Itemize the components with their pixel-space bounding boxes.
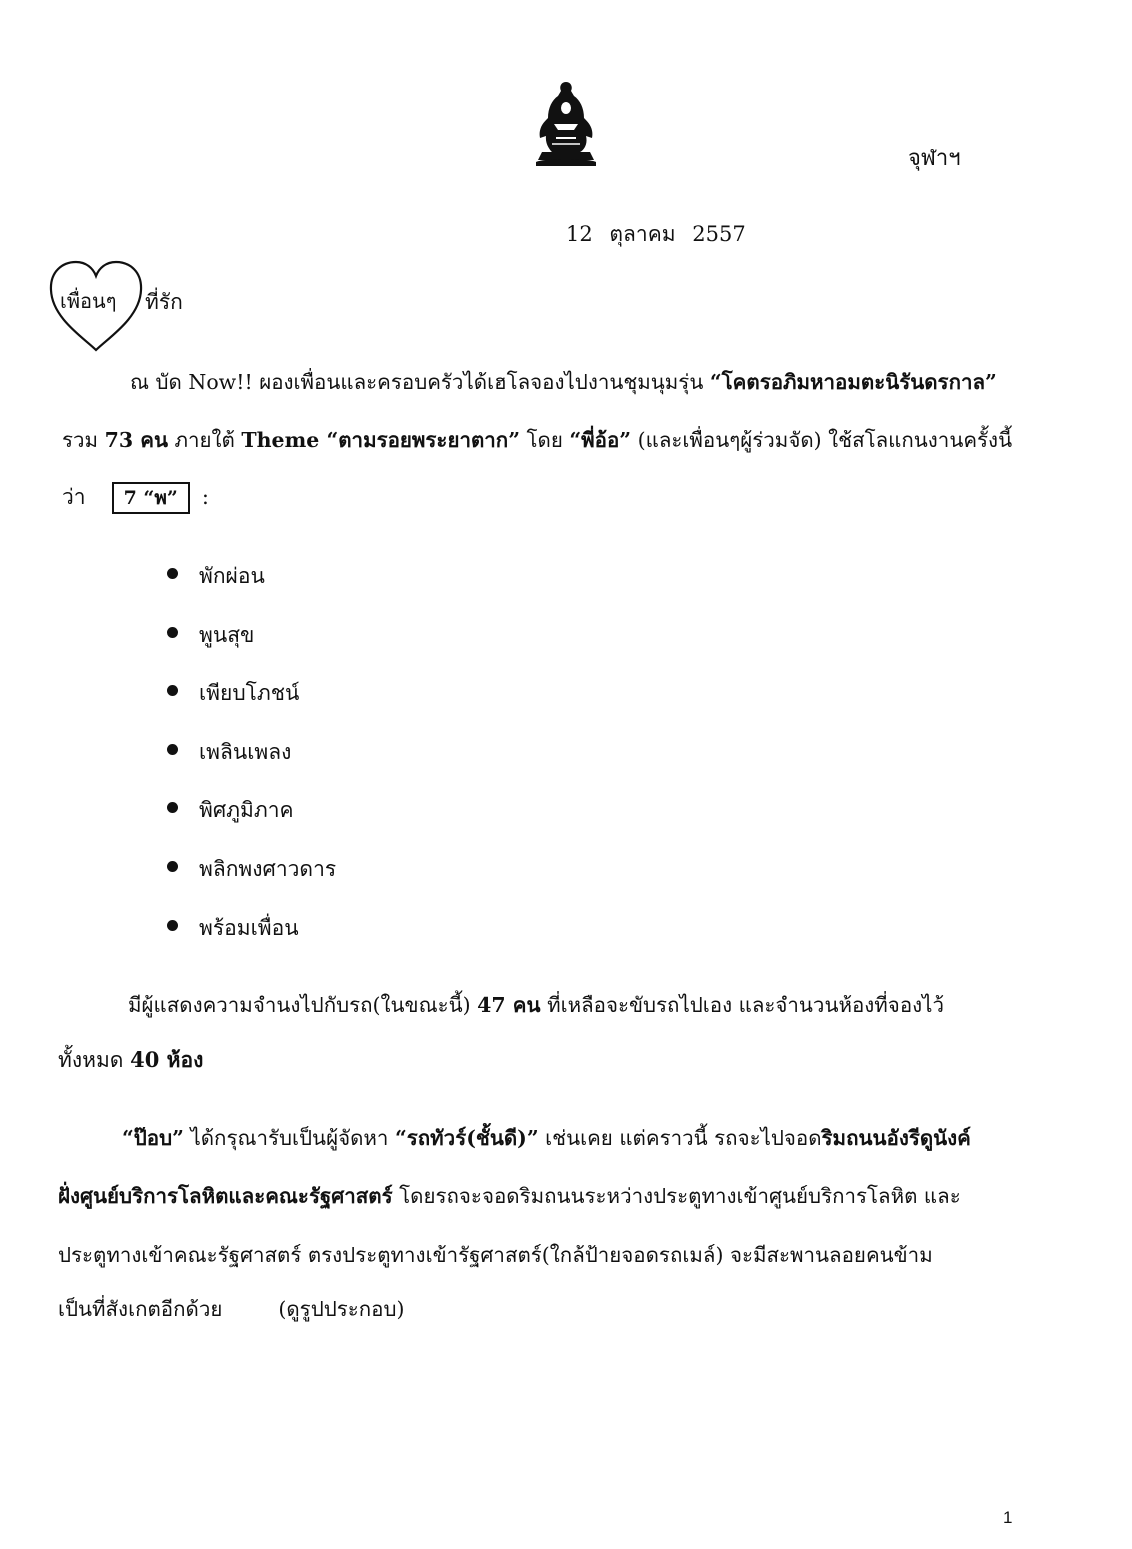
paragraph-3-line-4 [58, 1297, 404, 1322]
list-item-label: เพียบโภชน์ [199, 681, 300, 706]
see-figure-note: (ดูรูปประกอบ) [278, 1297, 405, 1321]
bus-count: 47 คน [477, 993, 541, 1017]
p3-l2-b: โดยรถจะจอดริมถนนระหว่างประตูทางเข้าศูนย์บริการโลหิต และ [392, 1184, 961, 1208]
list-item-label: พลิกพงศาวดาร [199, 856, 337, 881]
p1-l3-pre: ว่า [62, 485, 86, 510]
paragraph-1-line-2 [62, 428, 1012, 453]
salutation-heart-word: เพื่อนๆ [60, 289, 117, 313]
p1-l2-a: รวม [62, 428, 105, 452]
list-item [164, 794, 336, 853]
slogan-box: 7 “พ” [112, 482, 190, 514]
paragraph-2-line-1 [128, 993, 944, 1018]
bullet-icon [167, 802, 178, 813]
p3-l1-b: ได้กรุณารับเป็นผู้จัดหา [183, 1126, 395, 1150]
p1-l3-post: : [201, 485, 209, 510]
paragraph-3-line-3: ประตูทางเข้าคณะรัฐศาสตร์ ตรงประตูทางเข้ารัฐศาสตร์(ใกล้ป้ายจอดรถเมล์) จะมีสะพานลอยคนข้าม [58, 1243, 933, 1267]
page-number: 1 [1003, 1508, 1013, 1527]
list-item [164, 677, 336, 736]
paragraph-1-line-3 [62, 482, 209, 514]
list-item-label: พูนสุข [199, 622, 255, 647]
p2-a: มีผู้แสดงความจำนงไปกับรถ(ในขณะนี้) [128, 993, 478, 1017]
university-crest-icon [528, 78, 604, 170]
bullet-icon [167, 685, 178, 696]
meeting-point: ฝั่งศูนย์บริการโลหิตและคณะรัฐศาสตร์ [58, 1184, 393, 1208]
salutation-dear: ที่รัก [145, 290, 183, 314]
bullet-icon [167, 568, 178, 579]
bus-type: “รถทัวร์(ชั้นดี)” [394, 1126, 539, 1150]
slogan-list [164, 560, 336, 970]
p3-l4-a: เป็นที่สังเกตอีกด้วย [58, 1297, 223, 1321]
paragraph-3-line-1 [122, 1126, 971, 1151]
list-item-label: พร้อมเพื่อน [199, 915, 299, 940]
paragraph-1-line-1 [130, 370, 997, 395]
people-count: 73 คน [104, 428, 168, 452]
paragraph-3-line-2 [58, 1184, 961, 1209]
room-count: 40 ห้อง [130, 1047, 204, 1072]
list-item-label: เพลินเพลง [199, 739, 292, 764]
p2-c: ที่เหลือจะขับรถไปเอง และจำนวนห้องที่จองไว้ [540, 993, 944, 1017]
p1-l2-e: โดย [520, 428, 570, 452]
road-name: ริมถนนอังรีดูนังค์ [821, 1126, 971, 1150]
list-item [164, 912, 336, 971]
event-name: “โคตรอภิมหาอมตะนิรันดรกาล” [709, 370, 997, 394]
bullet-icon [167, 627, 178, 638]
p1-l2-g: (และเพื่อนๆผู้ร่วมจัด) ใช้สโลแกนงานครั้งนี้ [631, 428, 1013, 452]
list-item-label: พักผ่อน [199, 564, 265, 588]
paragraph-2-line-2 [58, 1047, 203, 1073]
document-date: 12 ตุลาคม 2557 [566, 222, 746, 246]
bullet-icon [167, 744, 178, 755]
list-item [164, 736, 336, 795]
p1-text: ณ บัด Now!! ผองเพื่อนและครอบครัวได้เฮโลจองไปงานชุมนุมรุ่น [130, 370, 710, 394]
header-org-text: จุฬาฯ [908, 146, 961, 171]
bus-organizer: “ป๊อบ” [122, 1126, 184, 1150]
list-item [164, 560, 336, 619]
p2-d: ทั้งหมด [58, 1048, 131, 1072]
p1-l2-c: ภายใต้ [167, 428, 242, 452]
organizer-name: “พี่อ้อ” [569, 428, 632, 452]
p3-l1-d: เช่นเคย แต่คราวนี้ รถจะไปจอด [538, 1126, 822, 1150]
bullet-icon [167, 861, 178, 872]
theme-name: Theme “ตามรอยพระยาตาก” [241, 428, 520, 452]
list-item [164, 853, 336, 912]
list-item [164, 619, 336, 678]
bullet-icon [167, 920, 178, 931]
list-item-label: พิศภูมิภาค [199, 798, 294, 823]
